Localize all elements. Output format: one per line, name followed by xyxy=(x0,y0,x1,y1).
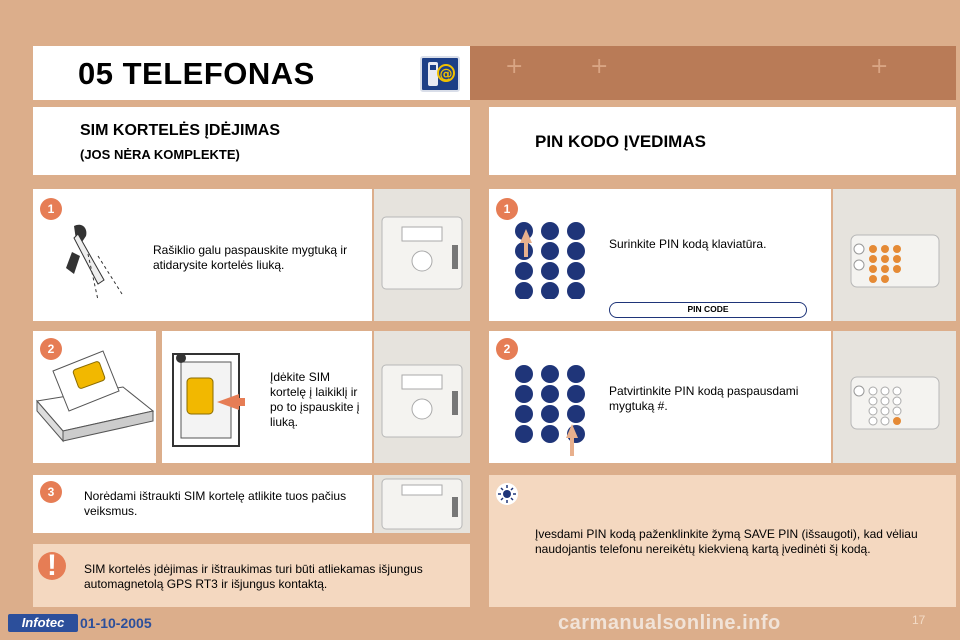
right-step-2-text: Patvirtinkite PIN kodą paspausdami mygtuką #. xyxy=(609,384,799,413)
pin-code-field: PIN CODE xyxy=(609,302,807,318)
plus-decor: + xyxy=(590,54,609,79)
warning-icon: ! xyxy=(38,552,66,580)
step-number-badge: 2 xyxy=(496,338,518,360)
radio-thumbnail xyxy=(374,189,470,321)
footer-date: 01-10-2005 xyxy=(80,615,152,631)
sim-tray-illustration xyxy=(165,346,245,450)
phone-keypad-thumbnail xyxy=(833,331,956,463)
step-number-badge: 3 xyxy=(40,481,62,503)
keypad-illustration xyxy=(514,364,588,460)
right-section-title: PIN KODO ĮVEDIMAS xyxy=(535,132,706,151)
svg-text:@: @ xyxy=(439,67,453,82)
keypad-illustration xyxy=(514,221,588,299)
plus-decor: + xyxy=(870,54,889,79)
infotec-logo: Infotec xyxy=(8,614,78,632)
radio-thumbnail xyxy=(374,475,470,533)
phone-at-icon xyxy=(420,56,460,92)
page-title: 05 TELEFONAS xyxy=(78,56,315,91)
step-number-badge: 1 xyxy=(40,198,62,220)
left-step-3-text: Norėdami ištraukti SIM kortelę atlikite tuos pačius veiksmus. xyxy=(84,489,347,518)
watermark: carmanualsonline.info xyxy=(558,612,781,634)
right-step-1-text: Surinkite PIN kodą klaviatūra. xyxy=(609,237,767,251)
left-step-1-text: Rašiklio galu paspauskite mygtuką ir atidarysite kortelės liuką. xyxy=(153,243,348,272)
left-step-2-text: Įdėkite SIM kortelę į laikiklį ir po to įspauskite į liuką. xyxy=(270,370,360,429)
left-section-header xyxy=(33,107,470,175)
page-number: 17 xyxy=(912,613,926,627)
lightbulb-icon xyxy=(496,483,518,505)
phone-keypad-thumbnail xyxy=(833,189,956,321)
left-section-title: SIM KORTELĖS ĮDĖJIMAS xyxy=(80,122,281,139)
step-number-badge: 2 xyxy=(40,338,62,360)
step-number-badge: 1 xyxy=(496,198,518,220)
pen-press-illustration xyxy=(64,216,134,308)
tip-text: Įvesdami PIN kodą paženklinkite žymą SAVE PIN (išsaugoti), kad vėliau naudojantis telefonu nereikėtų kiekvieną kartą įvedinėti šį kodą. xyxy=(535,527,918,556)
radio-thumbnail xyxy=(374,331,470,463)
header-decoration xyxy=(470,46,956,100)
left-section-subtitle: (JOS NĖRA KOMPLEKTE) xyxy=(80,147,240,162)
warning-text: SIM kortelės įdėjimas ir ištraukimas turi būti atliekamas išjungus automagnetolą GPS RT3 ir išjungus kontaktą. xyxy=(84,562,423,591)
plus-decor: + xyxy=(505,54,524,79)
